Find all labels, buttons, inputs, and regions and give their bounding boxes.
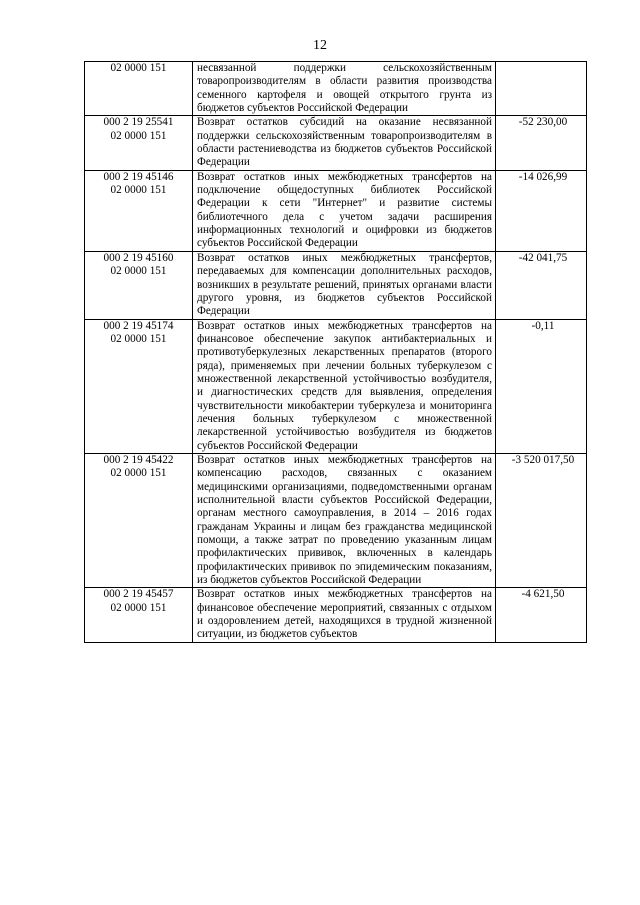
description-cell: Возврат остатков субсидий на оказание несвязанной поддержки сельскохозяйственным товаропроизводителям в области растениеводства из бюджетов субъектов Российской Федерации [193, 116, 496, 170]
description-cell: Возврат остатков иных межбюджетных трансфертов на финансовое обеспечение мероприятий, связанных с отдыхом и оздоровлением детей, находящихся в трудной жизненной ситуации, из бюджетов субъектов [193, 588, 496, 642]
description-cell: несвязанной поддержки сельскохозяйственным товаропроизводителям в области развития производства семенного картофеля и овощей открытого грунта из бюджетов субъектов Российской Федерации [193, 62, 496, 116]
code-line-2: 02 0000 151 [110, 129, 167, 142]
code-line-2: 02 0000 151 [110, 332, 167, 345]
amount-cell: -3 520 017,50 [496, 453, 587, 587]
amount-cell [496, 62, 587, 116]
code-line-1: 000 2 19 45457 [103, 588, 174, 601]
description-cell: Возврат остатков иных межбюджетных трансфертов на финансовое обеспечение закупок антибактериальных и противотуберкулезных лекарственных препаратов (второго ряда), применяемых при лечении больных туберкулезом с множественной лекарственной устойчивостью возбудителя, и диагностических средств для выявления, определения чувствительности микобактерии туберкулеза и мониторинга лечения больных туберкулезом с множественной лекарственной устойчивостью возбудителя из бюджетов субъектов Российской Федерации [193, 319, 496, 453]
page-number: 12 [313, 38, 327, 53]
table-row [85, 588, 587, 642]
code-line-1: 000 2 19 45146 [103, 170, 174, 183]
table-row [85, 251, 587, 319]
amount-cell: -4 621,50 [496, 588, 587, 642]
amount-cell: -0,11 [496, 319, 587, 453]
code-line-2: 02 0000 151 [110, 265, 167, 278]
code-line-2: 02 0000 151 [110, 601, 167, 614]
table-row [85, 62, 587, 116]
table-row [85, 319, 587, 453]
code-cell [85, 116, 193, 170]
code-line-2: 02 0000 151 [110, 467, 167, 480]
description-cell: Возврат остатков иных межбюджетных трансфертов на компенсацию расходов, связанных с оказанием медицинскими организациями, подведомственными органам исполнительной власти субъектов Российской Федерации, органам местного самоуправления, в 2014 – 2016 годах гражданам Украины и лицам без гражданства медицинской помощи, а также затрат по проведению указанным лицам профилактических прививок, включенных в календарь профилактических прививок по эпидемическим показаниям, из бюджетов субъектов Российской Федерации [193, 453, 496, 587]
table-row [85, 170, 587, 251]
code-cell [85, 170, 193, 251]
description-cell: Возврат остатков иных межбюджетных трансфертов, передаваемых для компенсации дополнительных расходов, возникших в результате решений, принятых органами власти другого уровня, из бюджетов субъектов Российской Федерации [193, 251, 496, 319]
amount-cell: -42 041,75 [496, 251, 587, 319]
code-cell [85, 62, 193, 116]
table-row [85, 116, 587, 170]
table-row [85, 453, 587, 587]
code-line-1: 000 2 19 25541 [103, 116, 174, 129]
amount-cell: -52 230,00 [496, 116, 587, 170]
code-cell [85, 588, 193, 642]
description-cell: Возврат остатков иных межбюджетных трансфертов на подключение общедоступных библиотек Российской Федерации к сети "Интернет" и развитие системы библиотечного дела с учетом задачи расширения информационных технологий и оцифровки из бюджетов субъектов Российской Федерации [193, 170, 496, 251]
code-cell [85, 453, 193, 587]
budget-table [84, 61, 587, 643]
code-line-1: 000 2 19 45422 [103, 453, 174, 466]
code-line-2: 02 0000 151 [110, 184, 167, 197]
amount-cell: -14 026,99 [496, 170, 587, 251]
code-line-1: 02 0000 151 [110, 62, 167, 74]
code-cell [85, 251, 193, 319]
code-cell [85, 319, 193, 453]
code-line-1: 000 2 19 45174 [103, 319, 174, 332]
code-line-1: 000 2 19 45160 [103, 251, 174, 264]
